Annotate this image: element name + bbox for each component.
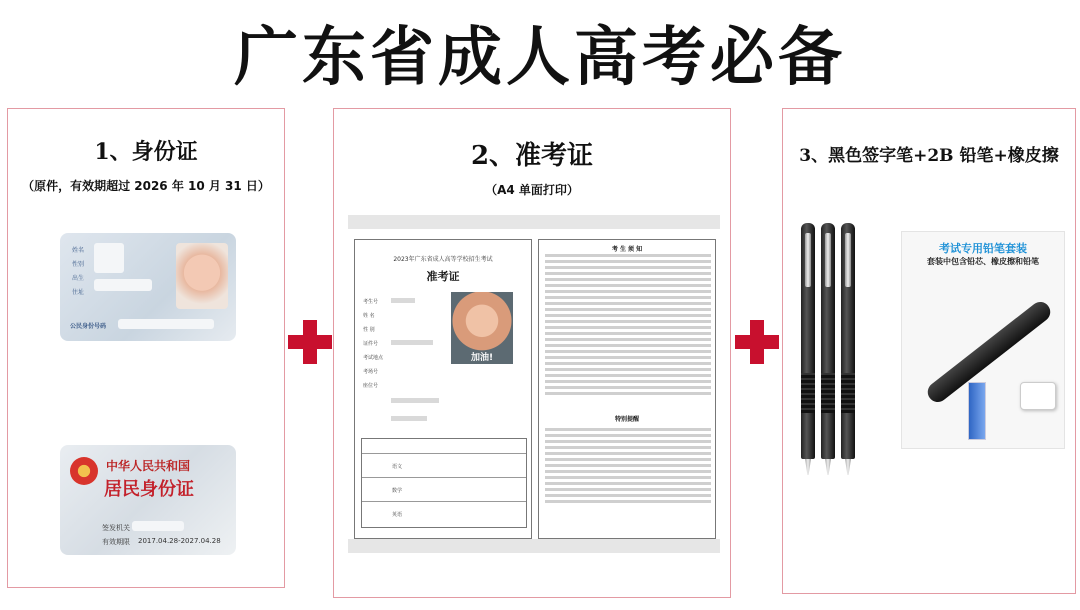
id-back-country: 中华人民共和国 [106, 459, 191, 473]
admission-ticket-panel-title: 2、准考证 [470, 141, 594, 171]
ticket-header: 2023年广东省成人高等学校招生考试 [393, 256, 493, 263]
admission-ticket-panel-subtitle: （A4 单面打印） [485, 183, 579, 197]
plus-icon [735, 320, 779, 364]
admission-ticket-panel [333, 108, 731, 598]
admission-ticket-document [354, 239, 532, 539]
candidate-notice-document [538, 239, 716, 539]
pencil-kit-title: 考试专用铅笔套装 [939, 242, 1027, 255]
ticket-exam-table [361, 438, 527, 528]
id-label-address: 住址 [72, 289, 85, 296]
id-card-panel-title: 1、身份证 [94, 139, 198, 165]
page-title: 广东省成人高考必备 [234, 20, 846, 95]
id-label-birth: 出生 [72, 275, 85, 282]
eraser-icon [1020, 382, 1056, 410]
id-card-back-image [60, 445, 236, 555]
supplies-panel [782, 108, 1076, 594]
id-back-validity-label: 有效期限 [102, 538, 130, 546]
ticket-field-label: 证件号 [363, 341, 379, 347]
ticket-field-label: 姓 名 [363, 313, 375, 319]
ticket-subject: 英语 [392, 512, 403, 518]
id-photo [176, 243, 228, 309]
black-gel-pen-image [841, 223, 855, 459]
ticket-subject: 语文 [392, 464, 403, 470]
black-gel-pen-image [801, 223, 815, 459]
national-emblem-icon [70, 457, 98, 485]
ticket-field-label: 考场号 [363, 369, 379, 375]
supplies-panel-title: 3、黑色签字笔+2B 铅笔+橡皮擦 [799, 146, 1059, 166]
ticket-field-label: 考生号 [363, 299, 379, 305]
id-card-panel-subtitle: （原件，有效期超过 2026 年 10 月 31 日） [22, 179, 270, 193]
black-gel-pen-image [821, 223, 835, 459]
id-card-panel [7, 108, 285, 588]
notice-title: 考 生 须 知 [611, 246, 643, 253]
id-back-authority-label: 签发机关 [102, 524, 130, 532]
ticket-field-label: 考试地点 [363, 355, 384, 361]
ticket-subject: 数学 [392, 488, 403, 494]
ticket-field-label: 性 别 [363, 327, 375, 333]
id-back-title: 居民身份证 [104, 479, 194, 500]
pencil-kit-image [901, 231, 1065, 449]
plus-icon [288, 320, 332, 364]
ticket-photo-caption: 加油! [471, 353, 494, 363]
id-card-front-image [60, 233, 236, 341]
id-label-name: 姓名 [72, 247, 85, 254]
notice-subtitle: 特别提醒 [614, 416, 639, 423]
pencil-lead-box-icon [968, 382, 986, 440]
ticket-title: 准考证 [426, 270, 460, 283]
id-back-validity-value: 2017.04.28-2027.04.28 [138, 537, 221, 545]
ticket-field-label: 座位号 [363, 383, 379, 389]
pencil-kit-subtitle: 套装中包含铅芯、橡皮擦和铅笔 [927, 257, 1039, 266]
id-label-number: 公民身份号码 [70, 323, 107, 330]
id-label-gender: 性别 [72, 261, 85, 268]
